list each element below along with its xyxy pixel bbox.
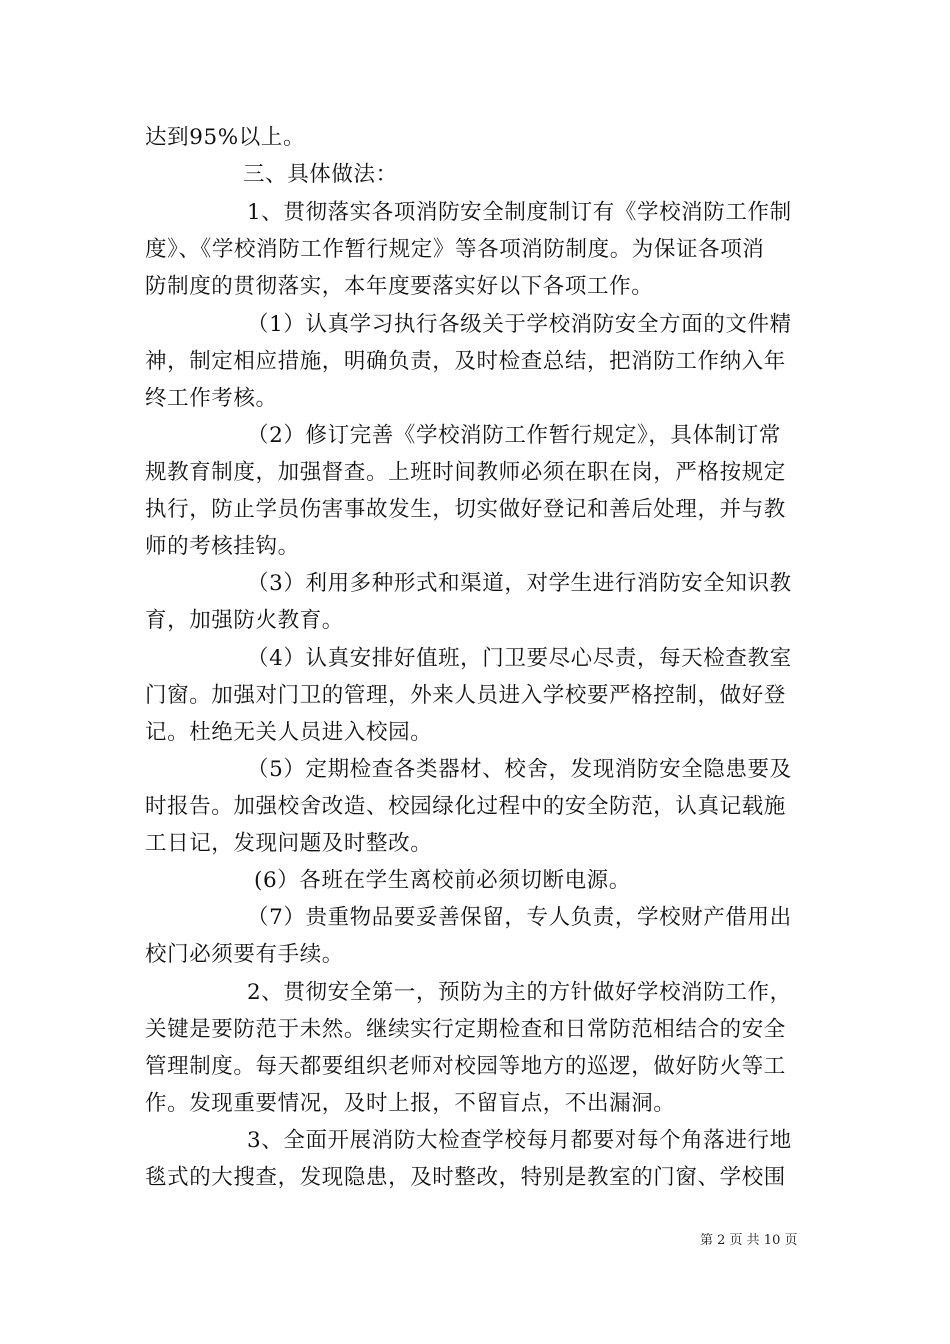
text-line-13: （3）利用多种形式和渠道，对学生进行消防安全知识教 bbox=[247, 571, 792, 596]
text-line-19: 时报告。加强校舍改造、校园绿化过程中的安全防范，认真记载施 bbox=[145, 794, 786, 819]
text-line-29: 毯式的大搜查，发现隐患，及时整改，特别是教室的门窗、学校围 bbox=[145, 1165, 786, 1190]
text-line-23: 校门必须要有手续。 bbox=[145, 942, 344, 967]
text-line-17: 记。杜绝无关人员进入校园。 bbox=[145, 720, 433, 745]
text-line-14: 育，加强防火教育。 bbox=[145, 608, 344, 633]
text-line-20: 工日记，发现问题及时整改。 bbox=[145, 831, 433, 856]
text-line-8: 终工作考核。 bbox=[145, 386, 278, 411]
text-line-21: (6）各班在学生离校前必须切断电源。 bbox=[254, 868, 631, 893]
text-line-1: 达到95%以上。 bbox=[145, 125, 306, 150]
text-line-9: （2）修订完善《学校消防工作暂行规定》，具体制订常 bbox=[247, 423, 781, 448]
text-line-7: 神，制定相应措施，明确负责，及时检查总结，把消防工作纳入年 bbox=[145, 349, 786, 374]
text-line-16: 门窗。加强对门卫的管理，外来人员进入学校要严格控制，做好登 bbox=[145, 683, 786, 708]
text-line-27: 作。发现重要情况，及时上报，不留盲点，不出漏洞。 bbox=[145, 1091, 676, 1116]
text-line-15: （4）认真安排好值班，门卫要尽心尽责，每天检查教室 bbox=[247, 646, 792, 671]
text-line-10: 规教育制度，加强督查。上班时间教师必须在职在岗，严格按规定 bbox=[145, 460, 786, 485]
text-line-22: （7）贵重物品要妥善保留，专人负责，学校财产借用出 bbox=[247, 905, 792, 930]
text-line-24: 2、贯彻安全第一，预防为主的方针做好学校消防工作， bbox=[247, 980, 792, 1005]
text-line-4: 度》、《学校消防工作暂行规定》等各项消防制度。为保证各项消 bbox=[145, 237, 765, 262]
page-number: 第 2 页 共 10 页 bbox=[700, 1233, 798, 1248]
text-line-28: 3、全面开展消防大检查学校每月都要对每个角落进行地 bbox=[247, 1128, 792, 1153]
text-line-25: 关键是要防范于未然。继续实行定期检查和日常防范相结合的安全 bbox=[145, 1017, 786, 1042]
text-line-18: （5）定期检查各类器材、校舍，发现消防安全隐患要及 bbox=[247, 757, 792, 782]
text-line-26: 管理制度。每天都要组织老师对校园等地方的巡逻，做好防火等工 bbox=[145, 1054, 786, 1079]
text-line-5: 防制度的贯彻落实，本年度要落实好以下各项工作。 bbox=[145, 274, 654, 299]
text-line-11: 执行，防止学员伤害事故发生，切实做好登记和善后处理，并与教 bbox=[145, 497, 786, 522]
text-line-3: 1、贯彻落实各项消防安全制度制订有《学校消防工作制 bbox=[247, 200, 792, 225]
text-line-12: 师的考核挂钩。 bbox=[145, 534, 300, 559]
section-heading: 三、具体做法： bbox=[243, 162, 398, 187]
text-line-6: （1）认真学习执行各级关于学校消防安全方面的文件精 bbox=[247, 312, 792, 337]
